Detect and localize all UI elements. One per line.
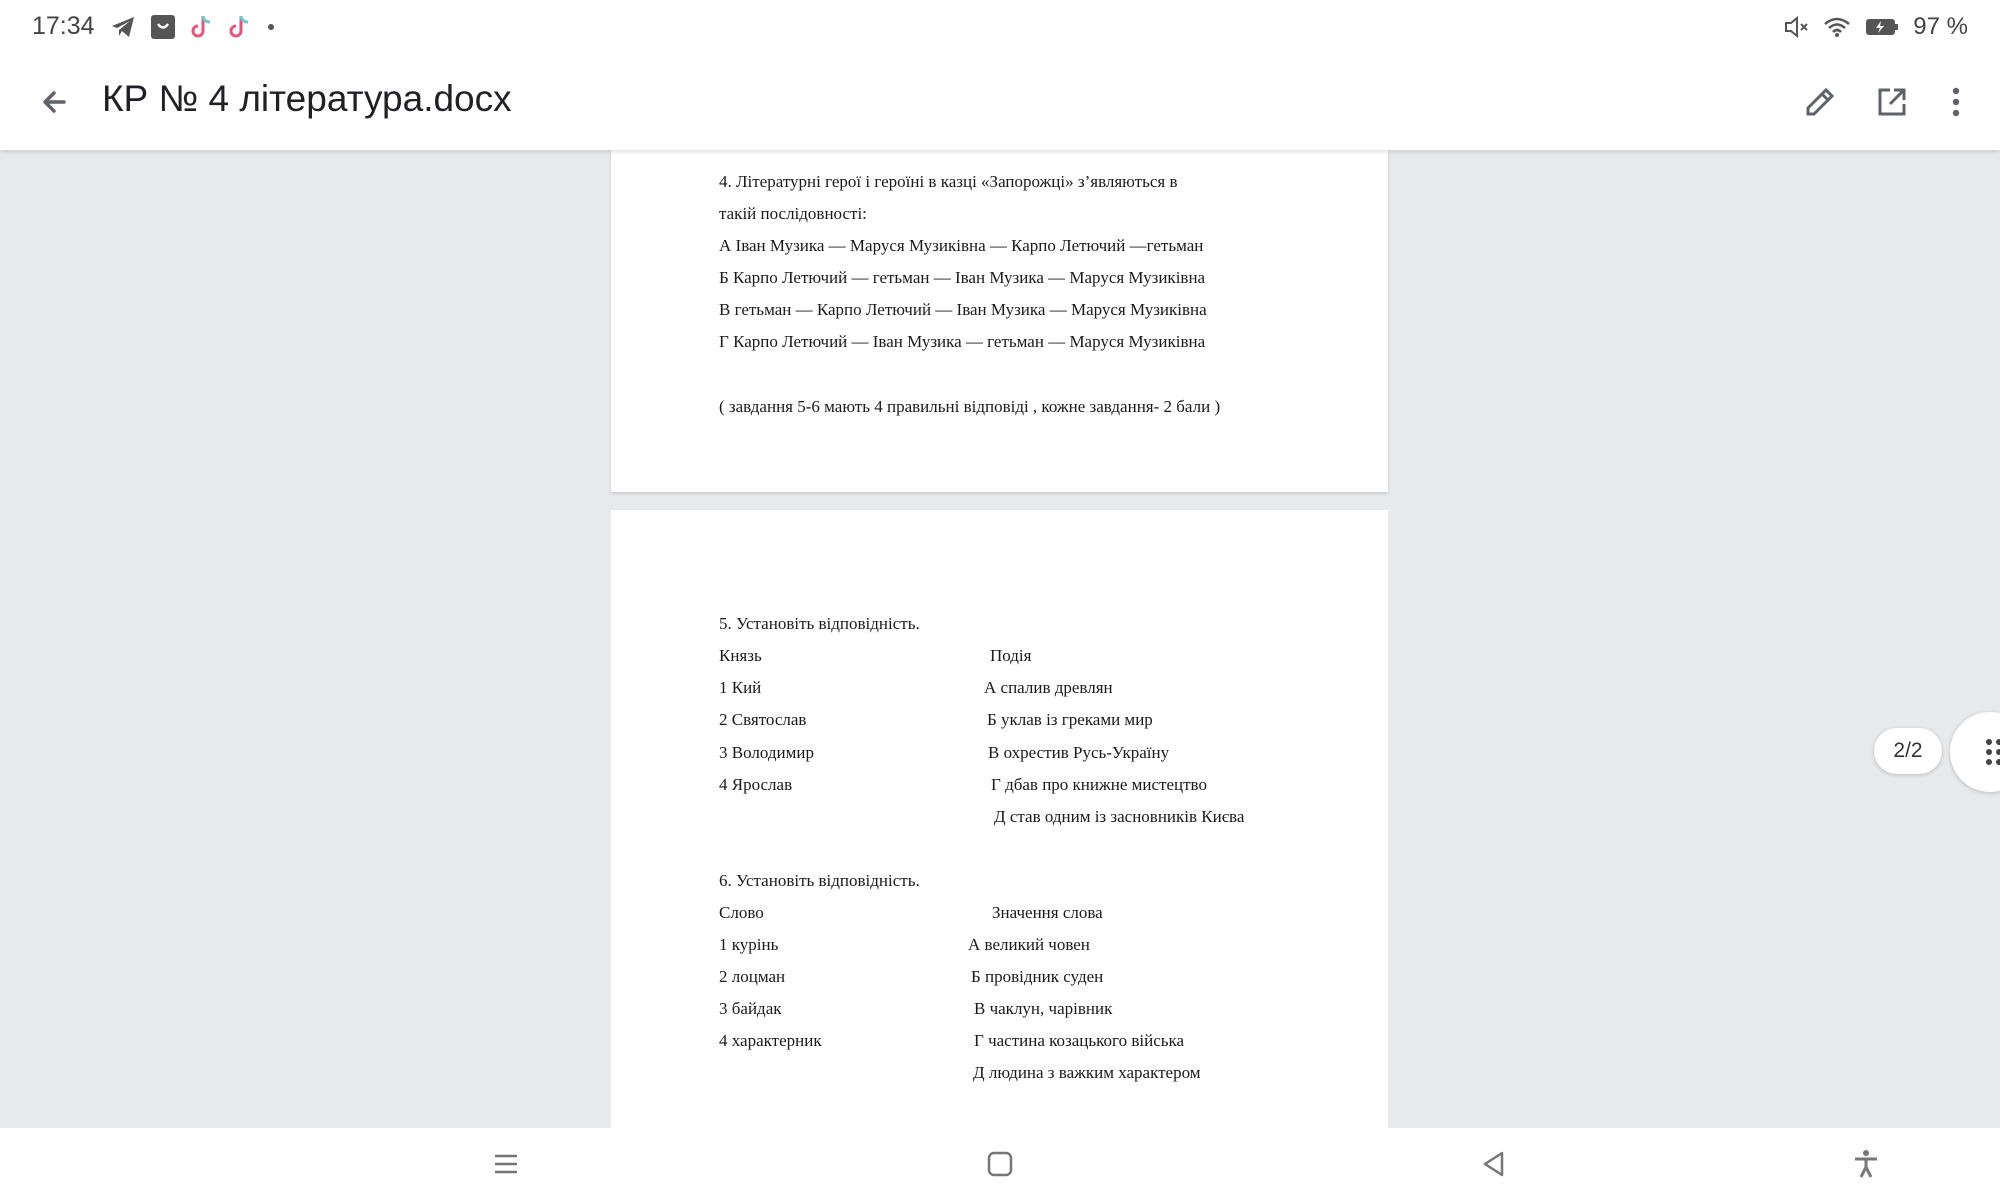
open-in-new-icon[interactable] <box>1872 82 1912 122</box>
task6-right-item: А великий човен <box>968 935 1090 954</box>
notification-icons <box>110 12 276 42</box>
home-icon[interactable] <box>984 1148 1016 1180</box>
task5-right-item: Г дбав про книжне мистецтво <box>991 775 1207 794</box>
status-time: 17:34 <box>32 12 95 40</box>
battery-charging-icon <box>1865 17 1899 37</box>
doc-text-line: Б Карпо Летючий — гетьман — Іван Музика — Маруся Музиківна <box>719 268 1206 287</box>
task5-right-item: А спалив древлян <box>984 678 1113 697</box>
task6-title: 6. Установіть відповідність. <box>719 871 920 890</box>
task6-left-item: 3 байдак <box>719 999 782 1018</box>
battery-percent: 97 % <box>1913 13 1968 40</box>
document-page-2 <box>611 510 1388 1128</box>
drag-dots-icon <box>1984 737 2000 767</box>
task6-left-item: 1 курінь <box>719 935 779 954</box>
doc-text-line: 4. Літературні герої і героїні в казці «Запорожці» з’являються в <box>719 172 1178 191</box>
page-indicator: 2/2 <box>1874 728 1942 774</box>
document-page-1 <box>611 150 1388 492</box>
task6-left-item: 4 характерник <box>719 1031 822 1050</box>
back-triangle-icon[interactable] <box>1478 1148 1510 1180</box>
status-bar <box>0 0 2000 56</box>
edit-icon[interactable] <box>1800 82 1840 122</box>
telegram-icon <box>110 15 136 39</box>
task5-title: 5. Установіть відповідність. <box>719 614 920 633</box>
fast-scroll-handle[interactable] <box>1950 712 2000 792</box>
doc-text-line: В гетьман — Карпо Летючий — Іван Музика — Маруся Музиківна <box>719 300 1207 319</box>
doc-text-line: ( завдання 5-6 мають 4 правильні відповіді , кожне завдання- 2 бали ) <box>719 397 1221 416</box>
task5-right-item: В охрестив Русь-Україну <box>988 743 1170 762</box>
task6-right-item: Б провідник суден <box>971 967 1104 986</box>
task6-right-item: В чаклун, чарівник <box>974 999 1113 1018</box>
task6-left-header: Слово <box>719 903 764 922</box>
task5-left-item: 2 Святослав <box>719 710 807 729</box>
status-icons <box>1783 12 1968 42</box>
doc-text-line: А Іван Музика — Маруся Музиківна — Карпо Летючий —гетьман <box>719 236 1204 255</box>
task5-right-header: Подія <box>990 646 1032 665</box>
dot-icon <box>266 22 276 32</box>
task6-right-header: Значення слова <box>992 903 1103 922</box>
task5-left-header: Князь <box>719 646 762 665</box>
tiktok-icon <box>190 14 214 40</box>
wifi-icon <box>1823 16 1851 38</box>
task6-right-item: Г частина козацького війська <box>974 1031 1185 1050</box>
doc-text-line: такій послідовності: <box>719 204 867 223</box>
menu-icon[interactable] <box>490 1148 522 1180</box>
more-vert-icon[interactable] <box>1936 82 1976 122</box>
task6-right-item: Д людина з важким характером <box>973 1063 1201 1082</box>
task5-left-item: 3 Володимир <box>719 743 814 762</box>
mute-icon <box>1783 15 1809 39</box>
navigation-bar <box>0 1128 2000 1200</box>
app-bar <box>0 56 2000 150</box>
accessibility-icon[interactable] <box>1850 1148 1882 1180</box>
back-arrow-icon[interactable] <box>34 82 74 122</box>
task5-left-item: 4 Ярослав <box>719 775 793 794</box>
task5-left-item: 1 Кий <box>719 678 762 697</box>
tiktok-icon <box>228 14 252 40</box>
document-title: КР № 4 література.docx <box>102 78 512 119</box>
task5-right-item: Д став одним із засновників Києва <box>994 807 1245 826</box>
task6-left-item: 2 лоцман <box>719 967 786 986</box>
doc-text-line: Г Карпо Летючий — Іван Музика — гетьман — Маруся Музиківна <box>719 332 1206 351</box>
task5-right-item: Б уклав із греками мир <box>987 710 1153 729</box>
shop-bag-icon <box>150 14 176 40</box>
document-viewer[interactable] <box>0 150 2000 1128</box>
